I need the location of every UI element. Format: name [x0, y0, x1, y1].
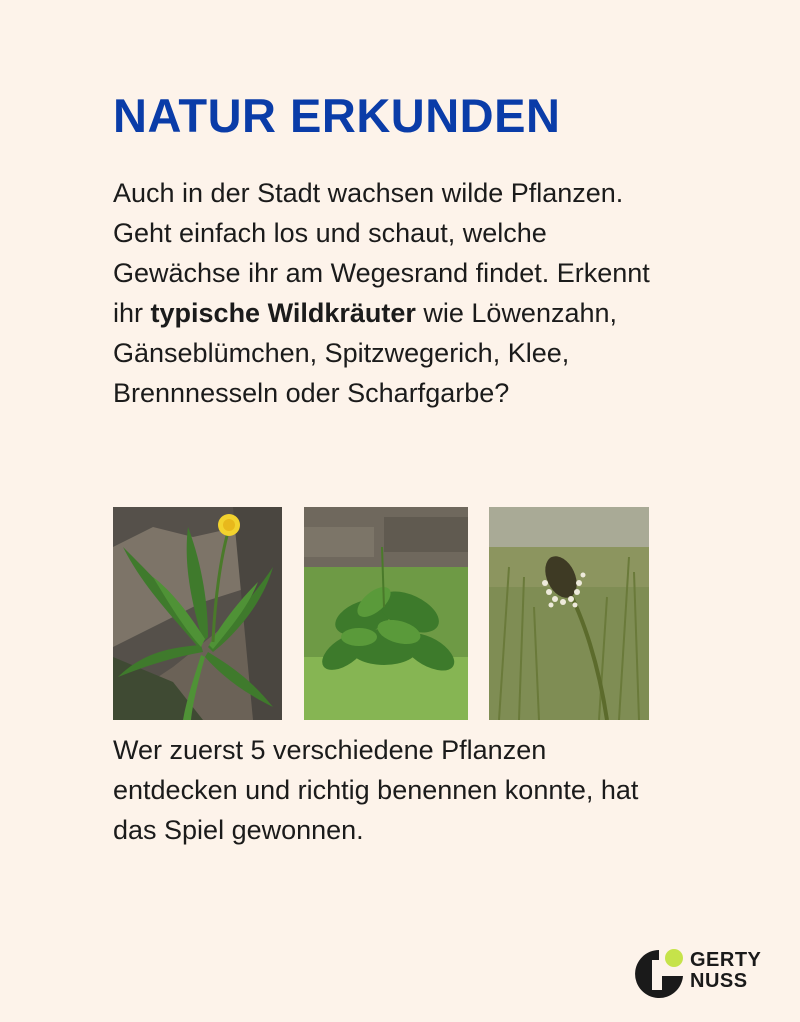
intro-text-1: Auch in der Stadt wachsen wilde Pflanzen. Geht einfach los und schaut, welche Gewächse ihr am Wegesrand findet. Erkennt ihr: [113, 178, 650, 328]
gerty-nuss-logo: [632, 946, 782, 998]
intro-paragraph: [113, 173, 653, 413]
logo-wordmark: [690, 950, 761, 992]
intro-text-2: wie Löwenzahn, Gänseblümchen, Spitzwegerich, Klee, Brennnesseln oder Scharfgarbe?: [113, 298, 618, 408]
logo-mark-icon: [632, 946, 686, 998]
logo-line-2: NUSS: [690, 970, 748, 992]
page-title: NATUR ERKUNDEN: [113, 89, 561, 142]
outro-paragraph: Wer zuerst 5 verschiedene Pflanzen entdecken und richtig benennen konnte, hat das Spiel gewonnen.: [113, 735, 639, 845]
logo-line-1: GERTY: [690, 949, 762, 971]
plantain-photo: [489, 507, 649, 720]
dandelion-photo: [113, 507, 282, 720]
intro-highlight: typische Wildkräuter: [150, 298, 416, 328]
wild-herb-photo: [304, 507, 468, 720]
